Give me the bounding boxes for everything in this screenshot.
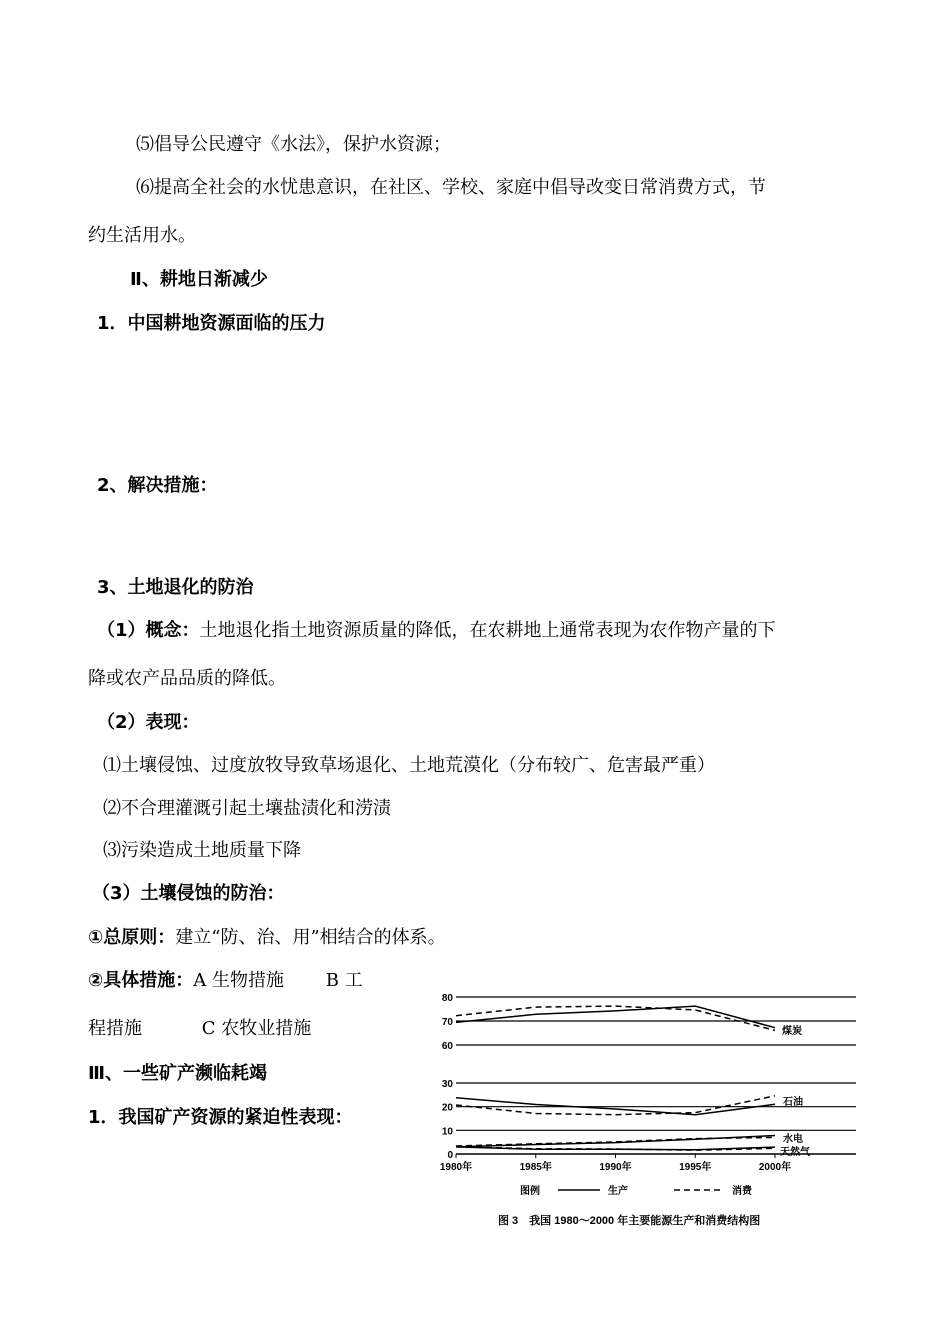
energy-chart (440, 982, 870, 1232)
subheading-measures: 2、解决措施： (97, 475, 218, 496)
y-tick-label: 60 (441, 1041, 453, 1052)
item-6-continued: 约生活用水。 (88, 225, 196, 246)
series-label: 天然气 (780, 1147, 810, 1158)
y-tick-label: 10 (441, 1126, 453, 1138)
series-label: 石油 (783, 1097, 803, 1108)
legend-consumption-label: 消费 (732, 1186, 752, 1197)
manifestation-3: ⑶污染造成土地质量下降 (103, 840, 301, 861)
manifestation-2: ⑵不合理灌溉引起土壤盐渍化和涝渍 (103, 798, 391, 819)
chart-caption: 图 3 我国 1980～2000 年主要能源生产和消费结构图 (498, 1215, 761, 1227)
manifestation-label: （2）表现： (97, 712, 200, 733)
erosion-control-label: （3）土壤侵蚀的防治： (92, 883, 285, 904)
x-tick-label: 2000年 (758, 1162, 792, 1173)
series-line-production (456, 1136, 775, 1147)
manifestation-1: ⑴土壤侵蚀、过度放牧导致草场退化、土地荒漠化（分布较广、危害最严重） (103, 755, 715, 776)
concept-text: 土地退化指土地资源质量的降低，在农耕地上通常表现为农作物产量的下 (199, 620, 776, 641)
x-tick-label: 1990年 (599, 1162, 632, 1173)
measures-continued: 程措施 C 农牧业措施 (88, 1018, 312, 1039)
y-tick-label: 20 (441, 1102, 453, 1114)
principle-label: ①总原则： (88, 927, 176, 948)
y-tick-label: 70 (441, 1017, 453, 1028)
y-tick-label: 30 (441, 1079, 453, 1090)
x-tick-label: 1980年 (440, 1162, 473, 1173)
section-heading-3: Ⅲ、一些矿产濒临耗竭 (88, 1063, 268, 1084)
principle-line (88, 926, 446, 950)
legend-title: 图例 (520, 1186, 540, 1197)
item-5: ⑸倡导公民遵守《水法》，保护水资源； (136, 134, 451, 155)
y-tick-label: 0 (447, 1150, 453, 1161)
concept-continued: 降或农产品品质的降低。 (88, 668, 286, 689)
y-tick-label: 80 (441, 993, 453, 1004)
series-line-consumption (456, 1096, 775, 1115)
x-tick-label: 1995年 (679, 1162, 712, 1173)
subheading-minerals: 1．我国矿产资源的紧迫性表现： (88, 1107, 353, 1128)
subheading-pressure: 1．中国耕地资源面临的压力 (97, 313, 326, 334)
item-6: ⑹提高全社会的水忧患意识，在社区、学校、家庭中倡导改变日常消费方式，节 (136, 177, 766, 198)
series-label: 煤炭 (782, 1026, 802, 1037)
measures-line (88, 969, 363, 993)
x-tick-label: 1985年 (519, 1162, 552, 1173)
series-label: 水电 (783, 1134, 803, 1145)
series-line-consumption (456, 1137, 775, 1146)
series-line-production (456, 1006, 775, 1028)
energy-chart-svg (440, 982, 870, 1232)
principle-text: 建立“防、治、用”相结合的体系。 (175, 927, 446, 948)
section-heading-2: Ⅱ、耕地日渐减少 (130, 269, 268, 290)
concept-label: （1）概念： (97, 620, 200, 641)
measures-text: A 生物措施 B 工 (193, 970, 363, 991)
concept-line (97, 619, 776, 643)
legend-production-label: 生产 (608, 1186, 628, 1197)
subheading-land-degradation: 3、土地退化的防治 (97, 577, 254, 598)
measures-label: ②具体措施： (88, 970, 194, 991)
